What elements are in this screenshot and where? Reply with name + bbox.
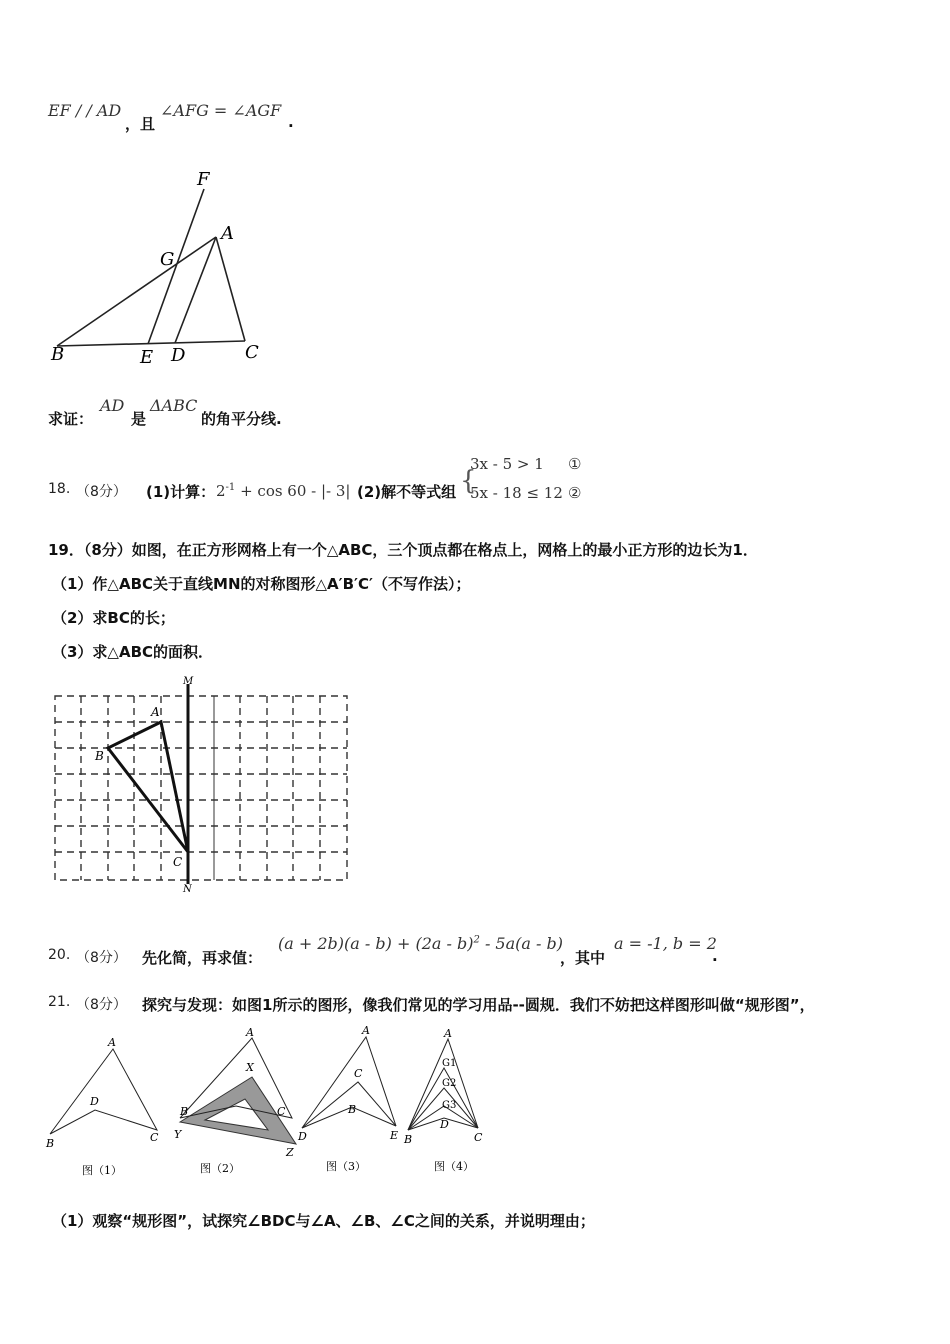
q20-period: . [712, 947, 718, 965]
fig3-label-b: B [348, 1103, 357, 1116]
q19-sub1: （1）作△ABC关于直线MN的对称图形△A′B′C′（不写作法）； [52, 575, 471, 593]
q18-number: 18. [48, 481, 71, 497]
fig2-label-c: C [277, 1105, 286, 1118]
given-period: . [288, 113, 294, 131]
fig2-label-z: Z [286, 1146, 294, 1159]
q18-expression: $2^{-1} + \cos 60$ - |- 3| [216, 482, 351, 500]
label-a: A [221, 223, 234, 244]
brace-icon: { [460, 466, 477, 496]
label-g: G [160, 249, 175, 270]
fig2-caption: 图（2） [200, 1162, 240, 1175]
label-c: C [245, 342, 259, 363]
q20-score: （8分） [76, 950, 127, 966]
q21-sub1: （1）观察“规形图”，试探究∠BDC与∠A、∠B、∠C之间的关系，并说明理由； [52, 1212, 595, 1230]
q20-values: a = -1, b = 2 [614, 934, 717, 953]
q20-text: 先化简，再求值： [142, 949, 263, 967]
q19-sub3: （3）求△ABC的面积． [52, 643, 214, 661]
fig3-label-e: E [390, 1129, 399, 1142]
given-conjunction: ，且 [125, 115, 156, 133]
fig1-label-b: B [46, 1137, 55, 1150]
fig4-label-c: C [474, 1131, 483, 1144]
fig1-label-d: D [90, 1095, 99, 1108]
q20-number: 20. [48, 947, 71, 963]
fig4-label-g1: G1 [442, 1058, 457, 1069]
triangle-figure-q17 [45, 160, 275, 370]
prove-prefix: 求证： [48, 410, 94, 428]
q20-where: ，其中 [560, 949, 606, 967]
fig2-label-x: X [246, 1061, 254, 1074]
q18-part2: (2)解不等式组 [357, 483, 457, 501]
prove-triangle: ΔABC [150, 396, 198, 415]
q21-text: 探究与发现：如图1所示的图形，像我们常见的学习用品--圆规．我们不妨把这样图形叫做“规形图”， [142, 996, 815, 1014]
label-e: E [140, 347, 154, 368]
fig2-label-a: A [246, 1026, 254, 1039]
fig4-label-g3: G3 [442, 1100, 457, 1111]
q20-expression: (a + 2b)(a - b) + (2a - b)$^2$ - 5a(a - b) [278, 934, 563, 953]
label-a: A [151, 705, 160, 719]
q21-score: （8分） [76, 997, 127, 1013]
q19-intro: 19．（8分）如图，在正方形网格上有一个△ABC，三个顶点都在格点上，网格上的最小正方形的边长为1． [48, 541, 758, 559]
q18-inequality-2-tag: ② [568, 484, 582, 502]
fig1-caption: 图（1） [82, 1164, 122, 1177]
q18-inequality-2: 5x - 18 ≤ 12 [470, 484, 563, 502]
given-angle-equation: ∠AFG = ∠AGF [160, 101, 282, 120]
fig4-label-b: B [404, 1133, 413, 1146]
fig4-label-a: A [444, 1027, 452, 1040]
label-n: N [183, 884, 192, 895]
fig1-label-a: A [108, 1036, 116, 1049]
fig3-label-d: D [298, 1130, 307, 1143]
prove-ad: AD [100, 396, 125, 415]
fig3-label-a: A [362, 1024, 370, 1037]
compass-figures-q21 [40, 1022, 510, 1182]
fig2-label-y: Y [174, 1128, 182, 1141]
prove-is: 是 [131, 410, 147, 428]
given-ef-parallel-ad: EF / / AD [48, 101, 122, 120]
q21-number: 21. [48, 994, 71, 1010]
label-d: D [171, 345, 186, 366]
q18-inequality-1: 3x - 5 > 1 [470, 455, 544, 473]
label-f: F [197, 169, 210, 190]
q18-part1: (1)计算： [146, 483, 216, 501]
fig1-label-c: C [150, 1131, 159, 1144]
grid-figure-q19 [45, 672, 355, 897]
prove-suffix: 的角平分线. [201, 410, 282, 428]
label-m: M [183, 676, 194, 687]
q19-sub2: （2）求BC的长； [52, 609, 175, 627]
fig3-label-c: C [354, 1067, 363, 1080]
fig4-label-g2: G2 [442, 1078, 457, 1089]
fig2-label-b: B [180, 1105, 189, 1118]
label-b: B [51, 344, 65, 365]
label-c: C [173, 855, 183, 869]
label-b: B [95, 749, 104, 763]
fig4-caption: 图（4） [434, 1160, 474, 1173]
fig4-label-d: D [440, 1118, 449, 1131]
q18-inequality-1-tag: ① [568, 455, 582, 473]
fig3-caption: 图（3） [326, 1160, 366, 1173]
q18-score: （8分） [76, 484, 127, 500]
